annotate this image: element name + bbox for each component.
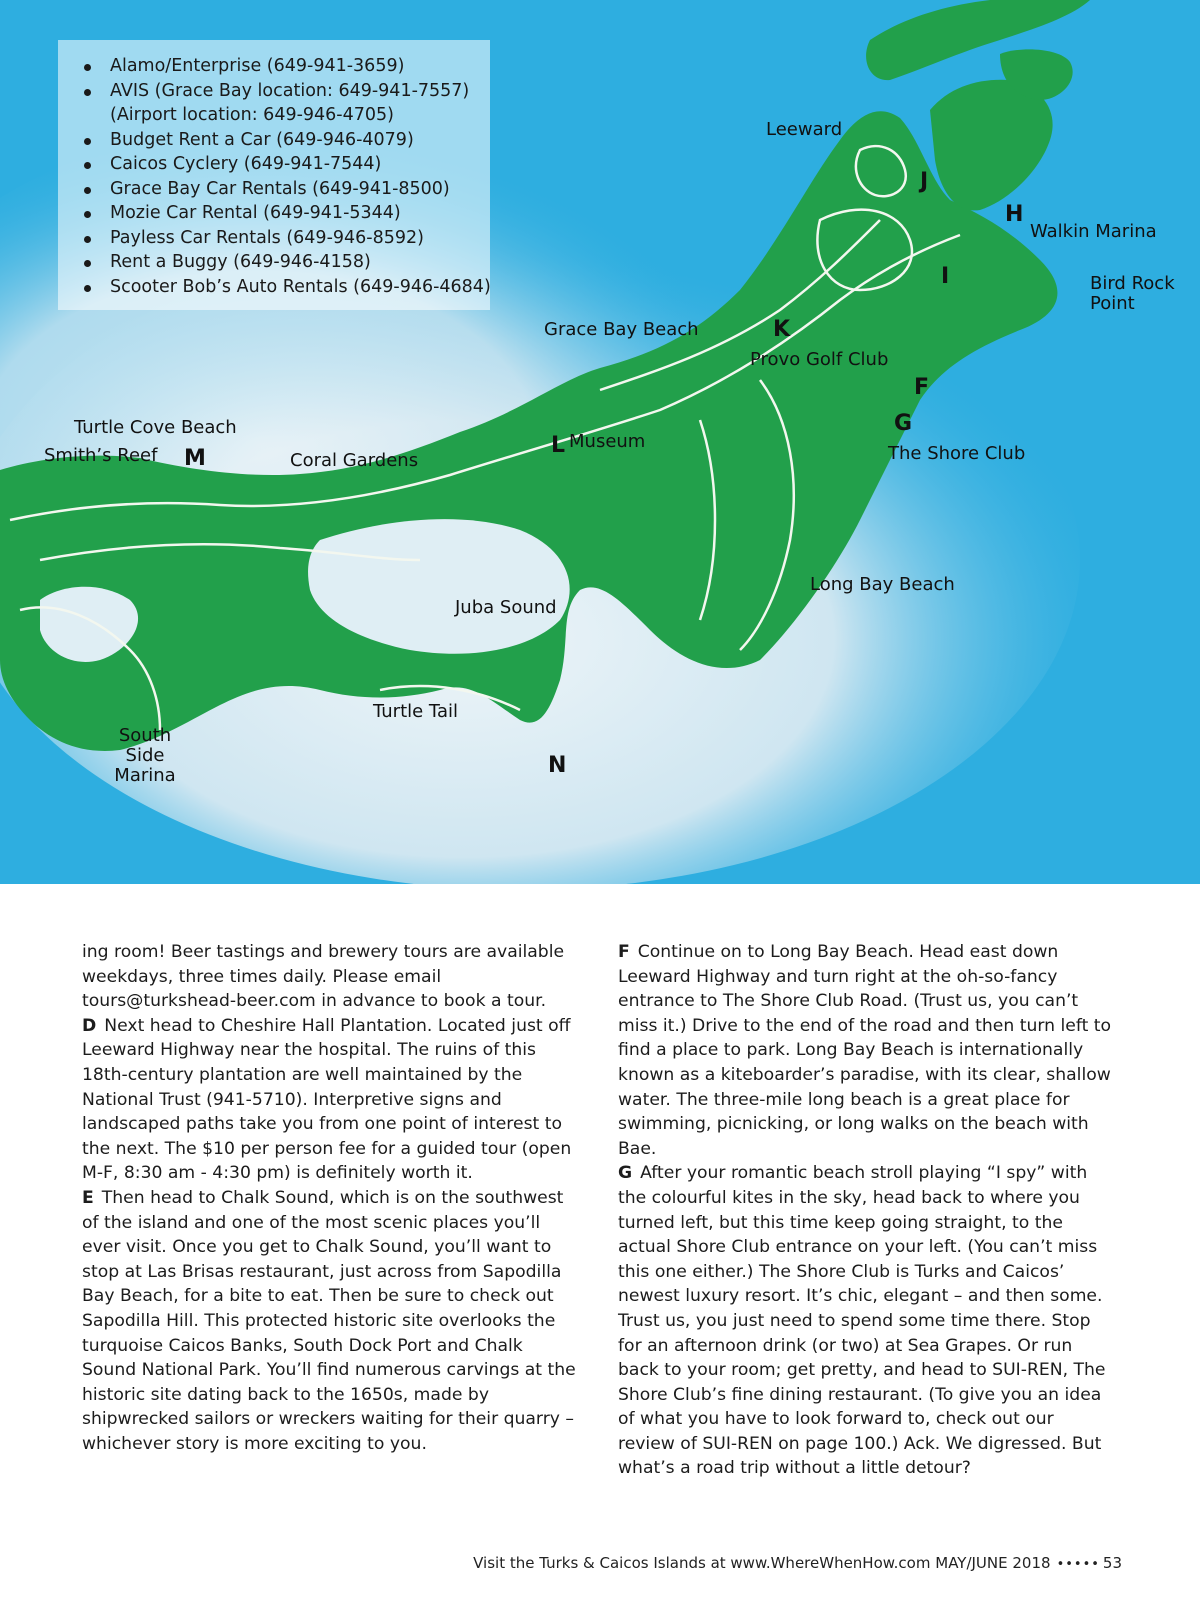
footer-dots: ••••• (1056, 1557, 1100, 1572)
paragraph-text: ing room! Beer tastings and brewery tours are available weekdays, three times daily. Please email tours@turkshead-beer.com in advance to book a tour. (82, 942, 565, 1012)
article-paragraph (618, 940, 1112, 1161)
section-letter: D (82, 1015, 97, 1036)
marker-k: K (773, 317, 791, 342)
label-provo-golf-club: Provo Golf Club (750, 349, 889, 370)
label-museum: Museum (569, 431, 646, 452)
article-paragraph (82, 1186, 576, 1457)
paragraph-text: Then head to Chalk Sound, which is on the southwest of the island and one of the most scenic places you’ll ever visit. Once you get to Chalk Sound, you’ll want to stop at Las Brisas restaurant, just across from Sapodilla Bay Beach, for a bite to eat. Then be sure to check out Sapodilla Hill. This protected historic site overlooks the turquoise Caicos Banks, South Dock Port and Chalk Sound National Park. You’ll find numerous carvings at the historic site dating back to the 1650s, made by shipwrecked sailors or wreckers waiting for their quarry – whichever story is more exciting to you. (82, 1187, 576, 1454)
footer-issue: MAY/JUNE 2018 (935, 1554, 1051, 1572)
rental-item: (Airport location: 649-946-4705) (110, 105, 394, 125)
marker-l: L (551, 433, 566, 458)
page-footer (0, 1554, 1122, 1572)
footer-website-text: Visit the Turks & Caicos Islands at www.WhereWhenHow.com (473, 1554, 931, 1572)
label-bird-rock-point: Bird Rock Point (1090, 273, 1175, 314)
marker-h: H (1005, 202, 1024, 227)
rental-item: Rent a Buggy (649-946-4158) (82, 250, 490, 275)
label-south-side-marina: South Side Marina (114, 725, 176, 786)
rental-item: Caicos Cyclery (649-941-7544) (82, 152, 490, 177)
section-letter: F (618, 942, 630, 962)
section-letter: E (82, 1187, 94, 1208)
article-column-right (618, 940, 1112, 1481)
paragraph-text: After your romantic beach stroll playing “I spy” with the colourful kites in the sky, head back to where you turned left, but this time keep going straight, to the actual Shore Club entrance on your left. (You can’t miss this one either.) The Shore Club is Turks and Caicos’ newest luxury resort. It’s chic, elegant – and then some. Trust us, you just need to spend some time there. Stop for an afternoon drink (or two) at Sea Grapes. Or run back to your room; get pretty, and head to SUI-REN, The Shore Club’s fine dining restaurant. (To give you an idea of what you have to look forward to, check out our review of SUI-REN on page 100.) Ack. We digressed. But what’s a road trip without a little detour? (618, 1163, 1106, 1479)
label-walkin-marina: Walkin Marina (1030, 221, 1157, 242)
label-coral-gardens: Coral Gardens (290, 450, 419, 471)
article-paragraph (82, 940, 576, 1014)
label-juba-sound: Juba Sound (455, 597, 557, 618)
car-rental-items (58, 40, 490, 299)
article-paragraph (82, 1014, 576, 1186)
marker-m: M (184, 446, 206, 471)
marker-i: I (941, 264, 950, 289)
label-grace-bay-beach: Grace Bay Beach (544, 319, 699, 340)
section-letter: G (618, 1163, 633, 1184)
rental-item: Payless Car Rentals (649-946-8592) (82, 226, 490, 251)
marker-n: N (548, 753, 567, 778)
paragraph-text: Continue on to Long Bay Beach. Head east down Leeward Highway and turn right at the oh-so-fancy entrance to The Shore Club Road. (Trust us, you can’t miss it.) Drive to the end of the road and then turn left to find a place to park. Long Bay Beach is internationally known as a kiteboarder’s paradise, with its clear, shallow water. The three-mile long beach is a great place for swimming, picnicking, or long walks on the beach with Bae. (618, 942, 1112, 1159)
marker-g: G (894, 411, 913, 436)
rental-item: Mozie Car Rental (649-941-5344) (82, 201, 490, 226)
rental-item: Grace Bay Car Rentals (649-941-8500) (82, 177, 490, 202)
label-leeward: Leeward (766, 119, 843, 140)
marker-j: J (920, 169, 929, 194)
rental-item: Scooter Bob’s Auto Rentals (649-946-4684) (82, 275, 490, 300)
article-paragraph (618, 1161, 1112, 1481)
page-number: 53 (1102, 1554, 1122, 1572)
label-turtle-cove-beach: Turtle Cove Beach (74, 417, 237, 438)
rental-item: AVIS (Grace Bay location: 649-941-7557) (82, 79, 490, 104)
label-the-shore-club: The Shore Club (888, 443, 1026, 464)
rental-item: Alamo/Enterprise (649-941-3659) (82, 54, 490, 79)
label-smiths-reef: Smith’s Reef (44, 445, 158, 466)
label-long-bay-beach: Long Bay Beach (810, 574, 955, 595)
rental-item: Budget Rent a Car (649-946-4079) (82, 128, 490, 153)
paragraph-text: Next head to Cheshire Hall Plantation. Located just off Leeward Highway near the hospital. The ruins of this 18th-century plantation are well maintained by the National Trust (941-5710). Interpretive signs and landscaped paths take you from one point of interest to the next. The $10 per person fee for a guided tour (open M-F, 8:30 am - 4:30 pm) is definitely worth it. (82, 1015, 572, 1184)
label-turtle-tail: Turtle Tail (373, 701, 458, 722)
marker-f: F (914, 375, 930, 400)
article-column-left (82, 940, 576, 1456)
car-rental-list (58, 40, 490, 310)
